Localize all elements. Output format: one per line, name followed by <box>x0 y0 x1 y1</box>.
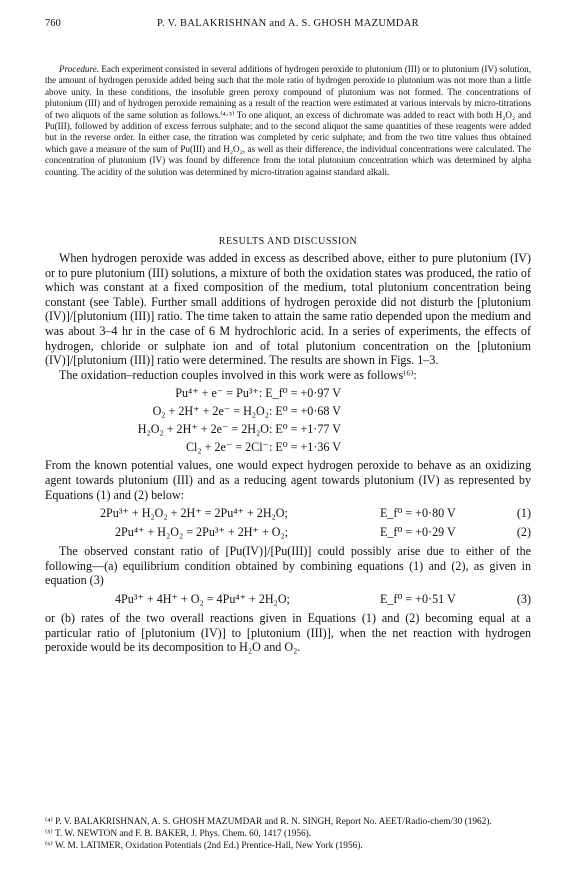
procedure-label: Procedure. <box>59 64 99 74</box>
paragraph-1: When hydrogen peroxide was added in excess as described above, either to pure plutonium (IV) or to pure plutonium (III) solutions, a mixture of both the oxidation states was produced, the ratio of which was constant at a fixed composition of the medium, total plutonium concentration being constant (see Table). Further small additions of hydrogen peroxide did not disturb the [plutonium (IV)]/[plutonium (III)] ratio. The time taken to attain the same ratio depended upon the medium and was about 3–4 hr in the case of 6 M hydrochloric acid. In a series of experiments, the effects of hydrogen, chloride or sulphate ion and of total plutonium concentration on the [plutonium (IV)]/[plutonium (III)] ratio were determined. The results are shown in Figs. 1–3. <box>45 251 531 368</box>
equation-3-lhs: 4Pu³⁺ + 4H⁺ + O₂ = 4Pu⁴⁺ + 2H₂O; <box>115 591 290 606</box>
results-body <box>45 251 531 655</box>
couple-3: H₂O₂ + 2H⁺ + 2e⁻ = 2H₂O: E⁰ = +1·77 V <box>137 422 341 437</box>
equation-3 <box>45 590 531 609</box>
equation-1-potential: E_f⁰ = +0·80 V <box>380 506 456 521</box>
procedure-section <box>45 64 531 178</box>
equation-3-block <box>45 590 531 609</box>
equation-3-potential: E_f⁰ = +0·51 V <box>380 591 456 606</box>
page-number: 760 <box>45 18 61 29</box>
equation-3-number: (3) <box>516 591 531 606</box>
running-title: P. V. BALAKRISHNAN and A. S. GHOSH MAZUMDAR <box>157 18 419 29</box>
equation-2-number: (2) <box>516 525 531 540</box>
equation-1-number: (1) <box>516 506 531 521</box>
paragraph-4: The observed constant ratio of [Pu(IV)]/[Pu(III)] could possibly arise due to either of the following—(a) equilibrium condition obtained by combining equations (1) and (2), as given in equation (3) <box>45 544 531 588</box>
reference-5: ⁽⁵⁾ T. W. NEWTON and F. B. BAKER, J. Phys. Chem. 60, 1417 (1956). <box>45 828 312 839</box>
equation-2-lhs: 2Pu⁴⁺ + H₂O₂ = 2Pu³⁺ + 2H⁺ + O₂; <box>115 525 289 540</box>
reference-4: ⁽⁴⁾ P. V. BALAKRISHNAN, A. S. GHOSH MAZUMDAR and R. N. SINGH, Report No. AEET/Radio-chem/30 (1962). <box>45 817 492 827</box>
paragraph-2: The oxidation–reduction couples involved in this work were as follows⁽⁶⁾: <box>59 367 417 382</box>
procedure-text: Each experiment consisted in several additions of hydrogen peroxide to plutonium (III) or to plutonium (IV) solution, the amount of hydrogen peroxide added being such that the mole ratio of hydrogen peroxide to plutonium was not more than a little above unity. In these conditions, the insoluble green peroxy compound of plutonium was not formed. The concentrations of plutonium (III) and of hydrogen peroxide remaining as a result of the reaction were estimated at various intervals by micro-titrations of two aliquots of the same solution as follows.⁽⁴·⁵⁾ To one aliquot, an excess of dichromate was added to react with both H₂O₂ and Pu(III), followed by addition of excess ferrous sulphate; and to the second aliquot the same quantities of these reagents were added but in the reverse order. In either case, the titration was completed by ceric sulphate; and from the two titre values thus obtained which gave a measure of the sum of Pu(III) and H₂O₂, as well as their difference, the individual concentrations were calculated. The concentration of plutonium (IV) was found by difference from the total plutonium concentration which was determined by alpha counting. The acidity of the solution was determined by micro-titration against standard alkali. <box>45 64 531 177</box>
paragraph-5: or (b) rates of the two overall reactions given in Equations (1) and (2) becoming equal at a particular ratio of [plutonium (IV)] to [plutonium (III)], when the net reaction with hydrogen peroxide would be its decomposition to H₂O and O₂. <box>45 610 531 655</box>
equations-1-2 <box>45 504 531 542</box>
couple-4: Cl₂ + 2e⁻ = 2Cl⁻: E⁰ = +1·36 V <box>185 440 341 455</box>
couple-1: Pu⁴⁺ + e⁻ = Pu³⁺: E_f⁰ = +0·97 V <box>175 386 341 401</box>
redox-couples <box>45 384 531 456</box>
equation-2 <box>45 523 531 542</box>
paragraph-3: From the known potential values, one would expect hydrogen peroxide to behave as an oxidizing agent towards plutonium (III) and as a reducing agent towards plutonium (IV) as represented by Equations (1) and (2) below: <box>45 458 531 502</box>
equation-2-potential: E_f⁰ = +0·29 V <box>380 525 456 540</box>
equation-1-lhs: 2Pu³⁺ + H₂O₂ + 2H⁺ = 2Pu⁴⁺ + 2H₂O; <box>100 506 288 521</box>
equation-1 <box>45 504 531 523</box>
reference-6: ⁽⁶⁾ W. M. LATIMER, Oxidation Potentials (2nd Ed.) Prentice-Hall, New York (1956). <box>45 840 363 851</box>
couple-2: O₂ + 2H⁺ + 2e⁻ = H₂O₂: E⁰ = +0·68 V <box>152 404 341 419</box>
section-heading: RESULTS AND DISCUSSION <box>218 236 358 247</box>
footnote-references <box>45 817 531 852</box>
